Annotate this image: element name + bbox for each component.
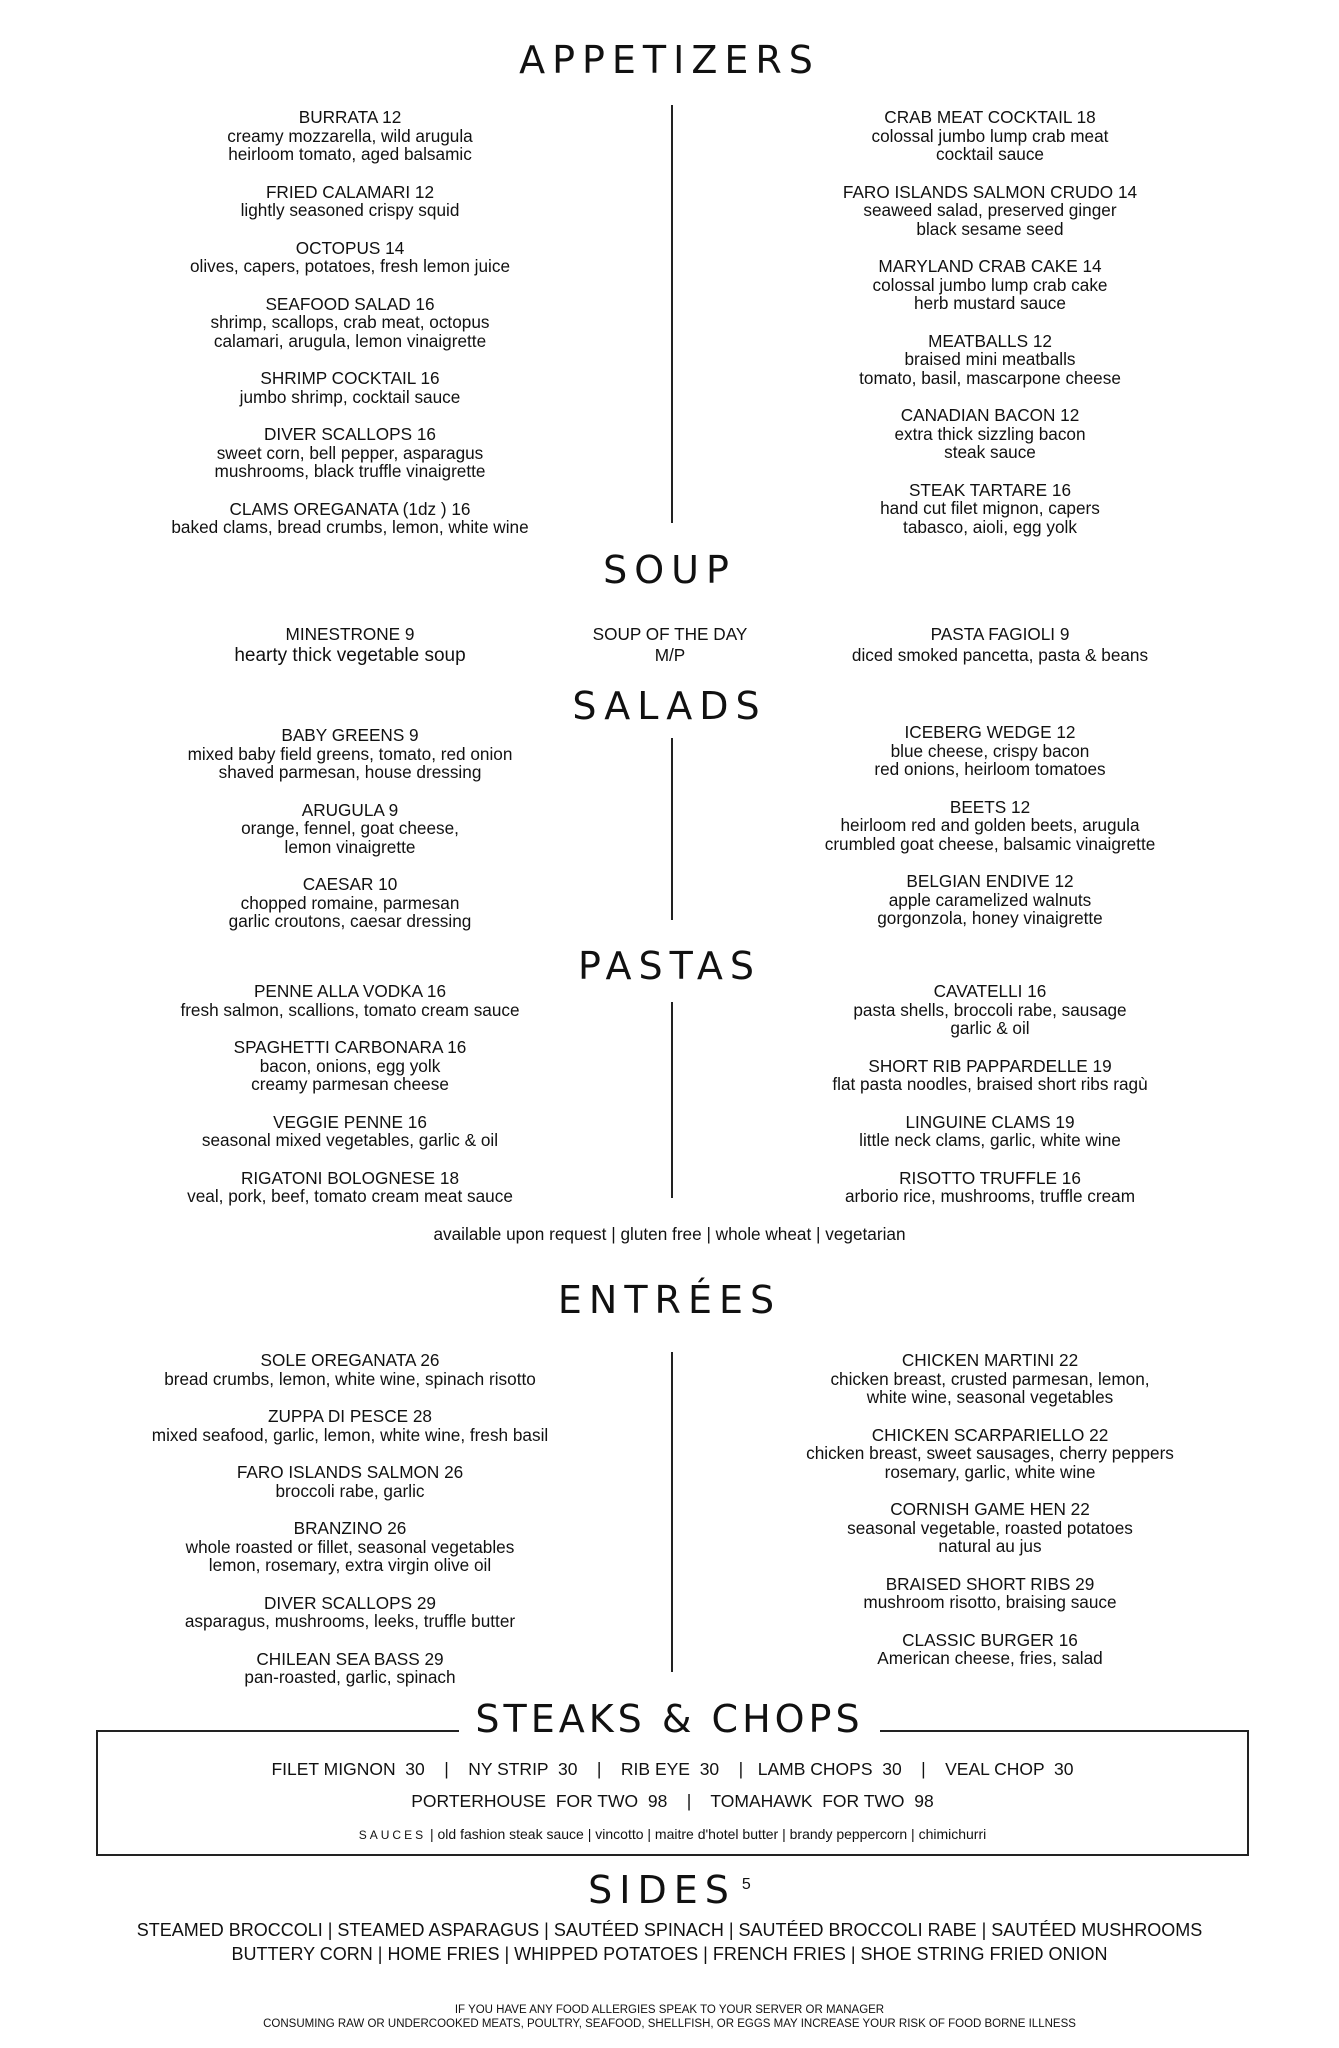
- menu-item-description: jumbo shrimp, cocktail sauce: [239, 386, 461, 407]
- salads-left-column: [100, 726, 600, 950]
- menu-item-name: SPAGHETTI CARBONARA 16: [233, 1037, 467, 1057]
- menu-item: [740, 1351, 1240, 1407]
- menu-item-description: whole roasted or fillet, seasonal vegetables: [185, 1536, 515, 1557]
- menu-item-description: fresh salmon, scallions, tomato cream sauce: [180, 999, 520, 1020]
- menu-item-name: STEAK TARTARE 16: [908, 479, 1072, 500]
- menu-item: [100, 239, 600, 276]
- menu-item: [100, 801, 600, 857]
- menu-item-description: olives, capers, potatoes, fresh lemon juice: [189, 256, 511, 276]
- menu-item-name: RISOTTO TRUFFLE 16: [899, 1167, 1081, 1188]
- menu-item: [740, 257, 1240, 313]
- menu-item-description: creamy mozzarella, wild arugula: [227, 125, 473, 146]
- menu-item-description: lemon vinaigrette: [284, 836, 416, 857]
- menu-item-description: braised mini meatballs: [904, 349, 1076, 369]
- entrees-right-column: [740, 1351, 1240, 1687]
- soup-item-name: SOUP OF THE DAY: [592, 624, 748, 644]
- menu-item-description: mushrooms, black truffle vinaigrette: [214, 461, 486, 481]
- menu-item-description: garlic croutons, caesar dressing: [228, 911, 472, 931]
- menu-item-name: BRAISED SHORT RIBS 29: [885, 1573, 1095, 1594]
- menu-item-description: arborio rice, mushrooms, truffle cream: [844, 1186, 1136, 1206]
- menu-item-description: white wine, seasonal vegetables: [866, 1387, 1114, 1407]
- menu-item-description: mixed seafood, garlic, lemon, white wine, fresh basil: [151, 1424, 549, 1445]
- menu-item-description: little neck clams, garlic, white wine: [859, 1130, 1121, 1150]
- menu-item-description: mushroom risotto, braising sauce: [863, 1592, 1117, 1612]
- menu-item: [740, 183, 1240, 239]
- menu-item-name: FARO ISLANDS SALMON 26: [236, 1462, 464, 1482]
- menu-item-description: crumbled goat cheese, balsamic vinaigrette: [824, 833, 1156, 854]
- menu-item: [100, 295, 600, 351]
- salads-right-column: [740, 723, 1240, 947]
- menu-item-description: seasonal vegetable, roasted potatoes: [847, 1517, 1133, 1538]
- steaks-sauces-row: [96, 1826, 1249, 1842]
- menu-item-description: lemon, rosemary, extra virgin olive oil: [208, 1555, 492, 1575]
- appetizers-title: APPETIZERS: [519, 38, 820, 82]
- menu-item: [740, 798, 1240, 854]
- soup-item-desc: diced smoked pancetta, pasta & beans: [851, 645, 1149, 665]
- menu-item: [100, 108, 600, 164]
- menu-item: [100, 1351, 600, 1388]
- menu-item: [100, 875, 600, 931]
- menu-item-description: heirloom tomato, aged balsamic: [228, 144, 472, 164]
- sides-price: 5: [741, 1876, 751, 1893]
- menu-item-description: bread crumbs, lemon, white wine, spinach risotto: [164, 1368, 536, 1389]
- menu-item-name: SOLE OREGANATA 26: [260, 1350, 440, 1370]
- menu-item-description: chicken breast, crusted parmesan, lemon,: [830, 1368, 1150, 1389]
- menu-item-description: chicken breast, sweet sausages, cherry peppers: [806, 1443, 1174, 1463]
- sides-line-1: STEAMED BROCCOLI | STEAMED ASPARAGUS | SAUTÉED SPINACH | SAUTÉED BROCCOLI RABE | SAUTÉED MUSHROOMS: [136, 1920, 1203, 1940]
- menu-item-description: gorgonzola, honey vinaigrette: [877, 908, 1103, 928]
- menu-item-name: FRIED CALAMARI 12: [265, 181, 435, 202]
- steaks-row-2: PORTERHOUSE FOR TWO 98 | TOMAHAWK FOR TWO 98: [411, 1791, 934, 1811]
- menu-item-description: garlic & oil: [950, 1018, 1030, 1038]
- menu-item-name: SHORT RIB PAPPARDELLE 19: [868, 1055, 1112, 1076]
- menu-item-name: SHRIMP COCKTAIL 16: [260, 368, 440, 388]
- appetizers-divider: [671, 105, 673, 523]
- menu-item: [100, 1463, 600, 1500]
- soup-item-desc: hearty thick vegetable soup: [234, 645, 466, 666]
- menu-item-name: CAVATELLI 16: [933, 981, 1047, 1001]
- menu-item-description: asparagus, mushrooms, leeks, truffle butter: [184, 1611, 516, 1631]
- sides-title-wrap: [0, 1868, 1339, 1912]
- menu-item-description: veal, pork, beef, tomato cream meat sauce: [187, 1186, 513, 1206]
- menu-item-name: RIGATONI BOLOGNESE 18: [240, 1167, 460, 1188]
- soup-item-name: MINESTRONE 9: [285, 624, 415, 644]
- menu-item-name: LINGUINE CLAMS 19: [905, 1111, 1075, 1132]
- menu-item-name: CLAMS OREGANATA (1dz ) 16: [229, 498, 471, 519]
- pastas-title: PASTAS: [578, 944, 761, 988]
- menu-item-description: apple caramelized walnuts: [888, 889, 1092, 910]
- menu-item-name: ICEBERG WEDGE 12: [904, 722, 1076, 742]
- sides-line-2: BUTTERY CORN | HOME FRIES | WHIPPED POTATOES | FRENCH FRIES | SHOE STRING FRIED ONION: [231, 1944, 1108, 1964]
- steaks-title-wrap: [0, 1697, 1339, 1741]
- menu-item: [740, 1426, 1240, 1482]
- menu-item: [100, 1113, 600, 1150]
- menu-item: [100, 369, 600, 406]
- menu-item: [740, 982, 1240, 1038]
- menu-item-description: pan-roasted, garlic, spinach: [244, 1667, 456, 1687]
- menu-item-description: black sesame seed: [916, 218, 1064, 239]
- menu-item-description: colossal jumbo lump crab cake: [872, 274, 1108, 295]
- menu-item-name: MARYLAND CRAB CAKE 14: [878, 256, 1102, 276]
- menu-item: [740, 1631, 1240, 1668]
- raw-food-warning: CONSUMING RAW OR UNDERCOOKED MEATS, POULTRY, SEAFOOD, SHELLFISH, OR EGGS MAY INCREASE YOUR RISK OF FOOD BORNE ILLNESS: [263, 2018, 1076, 2030]
- menu-item-description: creamy parmesan cheese: [251, 1074, 449, 1094]
- menu-item: [740, 1057, 1240, 1094]
- menu-item-name: DIVER SCALLOPS 16: [264, 424, 436, 444]
- salads-title: SALADS: [572, 684, 767, 728]
- menu-item: [740, 1113, 1240, 1150]
- menu-item-name: BEETS 12: [949, 796, 1031, 817]
- menu-item-description: natural au jus: [938, 1536, 1042, 1556]
- pastas-divider: [671, 1002, 673, 1198]
- sauces-list: | old fashion steak sauce | vincotto | maitre d'hotel butter | brandy peppercorn | chimichurri: [426, 1826, 987, 1842]
- menu-item-name: SEAFOOD SALAD 16: [265, 293, 435, 314]
- menu-item-description: hand cut filet mignon, capers: [880, 498, 1100, 518]
- menu-item-description: blue cheese, crispy bacon: [890, 740, 1090, 761]
- menu-item-name: CLASSIC BURGER 16: [902, 1629, 1078, 1650]
- menu-item-name: CHILEAN SEA BASS 29: [256, 1648, 444, 1669]
- menu-item: [100, 1169, 600, 1206]
- soup-item-desc: M/P: [654, 645, 686, 665]
- soup-title: SOUP: [603, 548, 736, 592]
- menu-item-name: ARUGULA 9: [301, 799, 399, 820]
- menu-item-name: ZUPPA DI PESCE 28: [268, 1406, 432, 1426]
- menu-item: [740, 872, 1240, 928]
- menu-item-description: lightly seasoned crispy squid: [240, 200, 460, 220]
- menu-item-description: tomato, basil, mascarpone cheese: [859, 367, 1121, 388]
- menu-item-description: seasonal mixed vegetables, garlic & oil: [201, 1130, 499, 1150]
- menu-item: [740, 1500, 1240, 1556]
- menu-item-name: CHICKEN SCARPARIELLO 22: [871, 1424, 1109, 1445]
- menu-item: [100, 425, 600, 481]
- entrees-title: ENTRÉES: [557, 1278, 782, 1322]
- menu-item-name: CAESAR 10: [302, 874, 398, 894]
- menu-item: [100, 1594, 600, 1631]
- menu-item: [740, 1575, 1240, 1612]
- menu-item-description: rosemary, garlic, white wine: [884, 1461, 1096, 1482]
- menu-item-name: BABY GREENS 9: [281, 725, 419, 745]
- menu-item-description: pasta shells, broccoli rabe, sausage: [853, 999, 1127, 1020]
- entrees-left-column: [100, 1351, 600, 1706]
- menu-item-name: CANADIAN BACON 12: [900, 405, 1080, 425]
- menu-item: [100, 1519, 600, 1575]
- menu-item-description: sweet corn, bell pepper, asparagus: [216, 442, 484, 463]
- menu-item-description: colossal jumbo lump crab meat: [871, 125, 1109, 146]
- menu-item: [100, 1038, 600, 1094]
- menu-item: [100, 183, 600, 220]
- menu-item: [740, 1169, 1240, 1206]
- menu-item-name: CORNISH GAME HEN 22: [890, 1499, 1090, 1519]
- salads-divider: [671, 738, 673, 920]
- pastas-dietary-note: available upon request | gluten free | whole wheat | vegetarian: [433, 1224, 906, 1244]
- menu-item: [100, 726, 600, 782]
- menu-item-description: baked clams, bread crumbs, lemon, white wine: [171, 517, 529, 537]
- menu-item-name: BURRATA 12: [298, 107, 402, 127]
- menu-item: [100, 1650, 600, 1687]
- menu-item: [740, 406, 1240, 462]
- menu-item-description: seaweed salad, preserved ginger: [863, 200, 1117, 220]
- menu-item-name: PENNE ALLA VODKA 16: [253, 981, 447, 1001]
- menu-item-description: bacon, onions, egg yolk: [259, 1055, 441, 1076]
- soup-item-soup-of-the-day: [560, 624, 780, 666]
- menu-item-name: FARO ISLANDS SALMON CRUDO 14: [842, 181, 1138, 202]
- menu-item: [740, 108, 1240, 164]
- menu-item-name: MEATBALLS 12: [928, 330, 1052, 351]
- appetizers-left-column: [100, 108, 600, 556]
- menu-item-name: BRANZINO 26: [293, 1518, 407, 1538]
- pastas-left-column: [100, 982, 600, 1225]
- pastas-right-column: [740, 982, 1240, 1225]
- sauces-label: SAUCES: [358, 1828, 427, 1842]
- soup-item-pasta-fagioli: [770, 624, 1230, 666]
- menu-item-description: steak sauce: [944, 442, 1036, 462]
- menu-item-description: cocktail sauce: [936, 144, 1044, 164]
- menu-item-description: flat pasta noodles, braised short ribs ragù: [832, 1074, 1148, 1094]
- menu-item: [740, 332, 1240, 388]
- menu-item-description: calamari, arugula, lemon vinaigrette: [213, 330, 487, 351]
- allergy-notice: IF YOU HAVE ANY FOOD ALLERGIES SPEAK TO YOUR SERVER OR MANAGER: [454, 2004, 885, 2016]
- menu-item-description: mixed baby field greens, tomato, red onion: [187, 743, 513, 764]
- soup-item-minestrone: [130, 624, 570, 666]
- menu-item-name: DIVER SCALLOPS 29: [264, 1592, 436, 1613]
- menu-item-name: CRAB MEAT COCKTAIL 18: [884, 107, 1096, 127]
- menu-item-description: chopped romaine, parmesan: [240, 892, 460, 913]
- appetizers-right-column: [740, 108, 1240, 555]
- menu-item: [740, 723, 1240, 779]
- menu-item-description: broccoli rabe, garlic: [275, 1480, 425, 1501]
- sides-title: SIDES: [588, 1868, 736, 1912]
- menu-item-name: BELGIAN ENDIVE 12: [906, 871, 1074, 891]
- menu-item-name: VEGGIE PENNE 16: [273, 1111, 427, 1132]
- menu-item-name: OCTOPUS 14: [295, 237, 405, 258]
- menu-item: [100, 1407, 600, 1444]
- menu-item-description: extra thick sizzling bacon: [894, 423, 1086, 444]
- soup-item-name: PASTA FAGIOLI 9: [930, 624, 1070, 644]
- menu-item: [100, 500, 600, 537]
- menu-item-description: shaved parmesan, house dressing: [218, 762, 482, 782]
- menu-item-description: tabasco, aioli, egg yolk: [903, 516, 1077, 537]
- menu-item-description: red onions, heirloom tomatoes: [874, 759, 1106, 779]
- menu-item-description: orange, fennel, goat cheese,: [241, 818, 459, 838]
- menu-item: [740, 481, 1240, 537]
- menu-item: [100, 982, 600, 1019]
- entrees-divider: [671, 1352, 673, 1672]
- steaks-row-1: FILET MIGNON 30 | NY STRIP 30 | RIB EYE 30 | LAMB CHOPS 30 | VEAL CHOP 30: [271, 1759, 1074, 1779]
- menu-item-description: American cheese, fries, salad: [877, 1648, 1103, 1668]
- steaks-title: STEAKS & CHOPS: [459, 1697, 879, 1741]
- menu-item-name: CHICKEN MARTINI 22: [901, 1350, 1079, 1370]
- menu-item-description: heirloom red and golden beets, arugula: [840, 815, 1140, 835]
- menu-item-description: herb mustard sauce: [914, 293, 1066, 313]
- menu-item-description: shrimp, scallops, crab meat, octopus: [210, 312, 490, 332]
